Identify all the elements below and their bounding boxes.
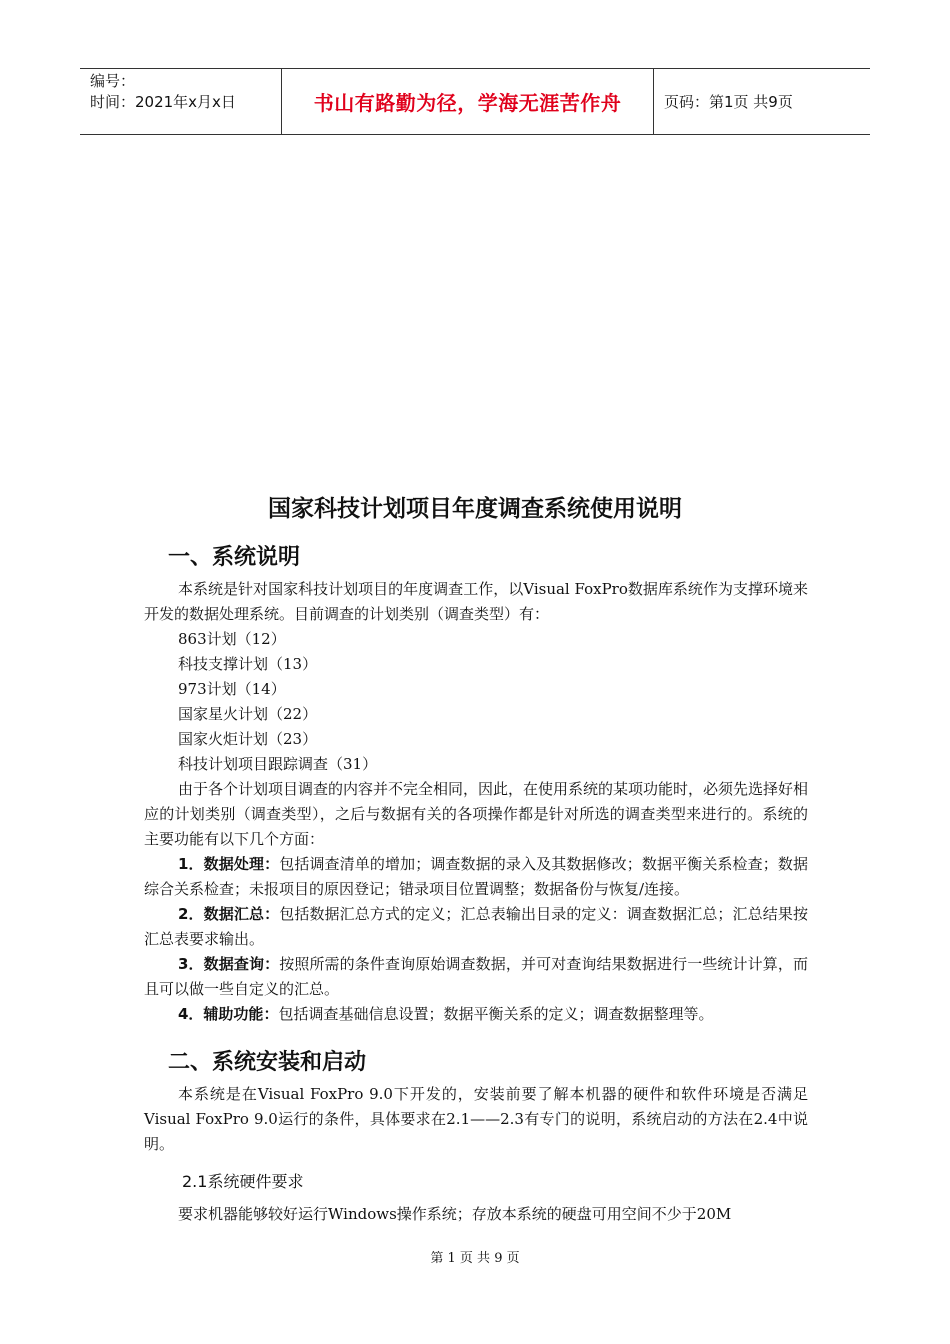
header-time: 时间：2021年x月x日 bbox=[90, 93, 236, 111]
list-item: 科技计划项目跟踪调查（31） bbox=[178, 755, 378, 773]
section1-heading: 一、系统说明 bbox=[168, 545, 301, 570]
list-item: 国家星火计划（22） bbox=[178, 705, 318, 723]
plan-type-list bbox=[178, 627, 377, 777]
function-text: 包括数据汇总方式的定义；汇总表输出目录的定义：调查数据汇总；汇总结果按汇总表要求输出。 bbox=[144, 905, 808, 948]
header-number: 编号： bbox=[90, 72, 136, 90]
section2-heading: 二、系统安装和启动 bbox=[168, 1050, 367, 1075]
section1-intro: 本系统是针对国家科技计划项目的年度调查工作，以Visual FoxPro数据库系统作为支撑环境来开发的数据处理系统。目前调查的计划类别（调查类型）有： bbox=[144, 580, 808, 623]
function-item-data-processing bbox=[144, 852, 808, 902]
section2-intro: 本系统是在Visual FoxPro 9.0下开发的，安装前要了解本机器的硬件和软件环境是否满足Visual FoxPro 9.0运行的条件，具体要求在2.1——2.3有专门的说明，系统启动的方法在2.4中说明。 bbox=[144, 1085, 808, 1153]
list-item: 973计划（14） bbox=[178, 680, 286, 698]
function-item-data-query bbox=[144, 952, 808, 1002]
function-label: 1．数据处理： bbox=[178, 855, 280, 873]
list-item: 科技支撑计划（13） bbox=[178, 655, 318, 673]
function-item-auxiliary bbox=[144, 1002, 808, 1027]
section1-after-list: 由于各个计划项目调查的内容并不完全相同，因此，在使用系统的某项功能时，必须先选择好相应的计划类别（调查类型），之后与数据有关的各项操作都是针对所选的调查类型来进行的。系统的主要功能有以下几个方面： bbox=[144, 780, 809, 848]
document-title: 国家科技计划项目年度调查系统使用说明 bbox=[268, 496, 682, 522]
header-meta bbox=[80, 69, 282, 134]
function-label: 3．数据查询： bbox=[178, 955, 280, 973]
function-text: 按照所需的条件查询原始调查数据，并可对查询结果数据进行一些统计计算，而且可以做一些自定义的汇总。 bbox=[144, 955, 808, 998]
function-text: 包括调查基础信息设置；数据平衡关系的定义；调查数据整理等。 bbox=[278, 1005, 714, 1023]
page-footer: 第 1 页 共 9 页 bbox=[430, 1251, 520, 1266]
page-header bbox=[80, 68, 870, 135]
function-text: 包括调查清单的增加；调查数据的录入及其数据修改；数据平衡关系检查；数据综合关系检查；未报项目的原因登记；错录项目位置调整；数据备份与恢复/连接。 bbox=[144, 855, 808, 898]
header-motto: 书山有路勤为径，学海无涯苦作舟 bbox=[282, 69, 654, 134]
function-label: 2．数据汇总： bbox=[178, 905, 280, 923]
function-item-data-summary bbox=[144, 902, 808, 952]
subsection-2-1-heading: 2.1系统硬件要求 bbox=[182, 1172, 304, 1191]
function-label: 4．辅助功能： bbox=[178, 1005, 279, 1023]
list-item: 国家火炬计划（23） bbox=[178, 730, 318, 748]
header-page-info: 页码：第1页 共9页 bbox=[664, 93, 793, 111]
subsection-2-1-text: 要求机器能够较好运行Windows操作系统；存放本系统的硬盘可用空间不少于20M bbox=[178, 1205, 732, 1223]
list-item: 863计划（12） bbox=[178, 630, 286, 648]
